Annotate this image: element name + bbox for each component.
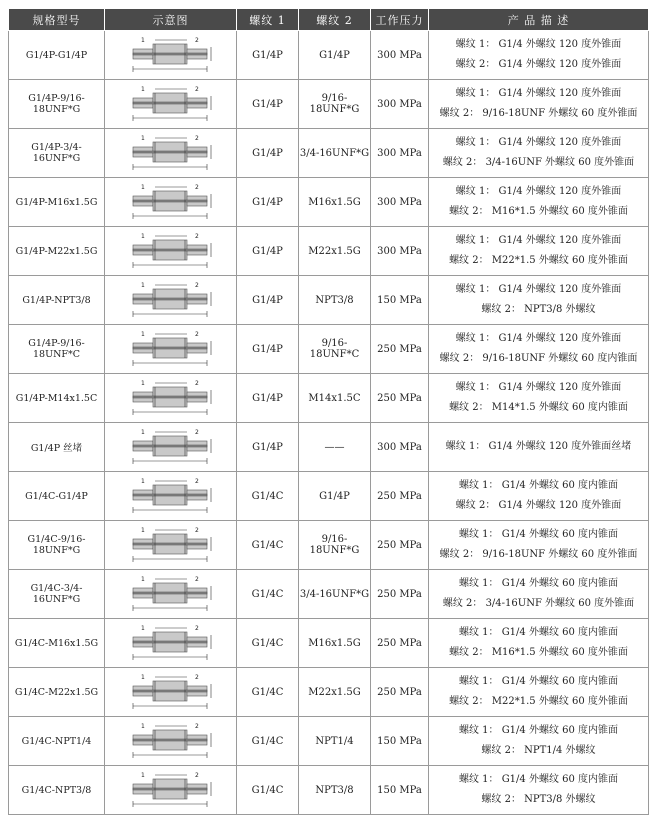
svg-text:1: 1 [140, 233, 145, 240]
description-line-2: 螺纹 2： 3/4-16UNF 外螺纹 60 度外锥面 [442, 598, 635, 609]
description-line-1: 螺纹 1： G1/4 外螺纹 60 度内锥面 [458, 725, 619, 736]
svg-text:1: 1 [140, 625, 145, 632]
svg-text:2: 2 [194, 184, 199, 191]
description-cell [429, 570, 649, 619]
table-row [9, 31, 649, 80]
svg-text:1: 1 [140, 135, 145, 142]
thread-1-cell: G1/4C [237, 668, 299, 717]
description-cell [429, 31, 649, 80]
model-cell: G1/4P-G1/4P [9, 31, 105, 80]
description-cell [429, 227, 649, 276]
description-cell [429, 668, 649, 717]
model-cell: G1/4C-G1/4P [9, 472, 105, 521]
svg-text:1: 1 [140, 723, 145, 730]
thread-2-cell: NPT1/4 [299, 717, 371, 766]
description-line-1: 螺纹 1： G1/4 外螺纹 120 度外锥面 [455, 382, 622, 393]
fitting-diagram-icon [125, 182, 217, 222]
model-cell: G1/4P 丝堵 [9, 423, 105, 472]
diagram-cell [105, 227, 237, 276]
thread-1-cell: G1/4C [237, 619, 299, 668]
description-line-2: 螺纹 2： M22*1.5 外螺纹 60 度外锥面 [449, 255, 628, 266]
description-line-1: 螺纹 1： G1/4 外螺纹 120 度外锥面 [455, 186, 622, 197]
fitting-diagram-icon [125, 476, 217, 516]
pressure-cell: 250 MPa [371, 619, 429, 668]
description-line-1: 螺纹 1： G1/4 外螺纹 60 度内锥面 [458, 578, 619, 589]
table-row [9, 570, 649, 619]
pressure-cell: 300 MPa [371, 178, 429, 227]
svg-text:1: 1 [140, 184, 145, 191]
description-line-2: 螺纹 2： 3/4-16UNF 外螺纹 60 度外锥面 [442, 157, 635, 168]
description-line-1: 螺纹 1： G1/4 外螺纹 120 度外锥面 [455, 235, 622, 246]
table-row [9, 717, 649, 766]
svg-text:1: 1 [140, 380, 145, 387]
pressure-cell: 150 MPa [371, 276, 429, 325]
diagram-cell [105, 717, 237, 766]
pressure-cell: 250 MPa [371, 374, 429, 423]
fitting-diagram-icon [125, 672, 217, 712]
description-line-1: 螺纹 1： G1/4 外螺纹 60 度内锥面 [458, 529, 619, 540]
table-row [9, 521, 649, 570]
pressure-cell: 150 MPa [371, 766, 429, 815]
description-line-1: 螺纹 1： G1/4 外螺纹 120 度外锥面 [455, 137, 622, 148]
svg-text:1: 1 [140, 86, 145, 93]
diagram-cell [105, 178, 237, 227]
fitting-diagram-icon [125, 231, 217, 271]
thread-1-cell: G1/4P [237, 374, 299, 423]
description-line-2: 螺纹 2： G1/4 外螺纹 120 度外锥面 [455, 500, 622, 511]
header-diagram: 示意图 [105, 9, 237, 31]
diagram-cell [105, 423, 237, 472]
description-cell [429, 80, 649, 129]
thread-1-cell: G1/4P [237, 80, 299, 129]
description-line-1: 螺纹 1： G1/4 外螺纹 120 度外锥面 [455, 284, 622, 295]
pressure-cell: 300 MPa [371, 31, 429, 80]
model-cell: G1/4C-NPT3/8 [9, 766, 105, 815]
svg-text:2: 2 [194, 625, 199, 632]
description-line-2: 螺纹 2： NPT1/4 外螺纹 [481, 745, 596, 756]
diagram-cell [105, 374, 237, 423]
fitting-diagram-icon [125, 623, 217, 663]
table-row [9, 619, 649, 668]
model-cell: G1/4P-9/16-18UNF*G [9, 80, 105, 129]
description-line-2: 螺纹 2： 9/16-18UNF 外螺纹 60 度外锥面 [439, 549, 638, 560]
description-cell [429, 129, 649, 178]
pressure-cell: 250 MPa [371, 570, 429, 619]
thread-1-cell: G1/4C [237, 766, 299, 815]
pressure-cell: 250 MPa [371, 472, 429, 521]
thread-2-cell: 9/16-18UNF*G [299, 521, 371, 570]
table-row [9, 129, 649, 178]
model-cell: G1/4P-M14x1.5C [9, 374, 105, 423]
thread-1-cell: G1/4C [237, 521, 299, 570]
svg-text:2: 2 [194, 527, 199, 534]
diagram-cell [105, 129, 237, 178]
header-description: 产 品 描 述 [429, 9, 649, 31]
diagram-cell [105, 668, 237, 717]
description-line-1: 螺纹 1： G1/4 外螺纹 60 度内锥面 [458, 480, 619, 491]
svg-text:2: 2 [194, 429, 199, 436]
description-cell [429, 619, 649, 668]
svg-text:2: 2 [194, 233, 199, 240]
svg-text:2: 2 [194, 772, 199, 779]
table-row [9, 178, 649, 227]
spec-table [8, 8, 649, 815]
table-row [9, 325, 649, 374]
thread-1-cell: G1/4C [237, 717, 299, 766]
thread-1-cell: G1/4P [237, 31, 299, 80]
description-line-1: 螺纹 1： G1/4 外螺纹 60 度内锥面 [458, 676, 619, 687]
svg-text:2: 2 [194, 86, 199, 93]
thread-2-cell: 9/16-18UNF*G [299, 80, 371, 129]
svg-text:1: 1 [140, 37, 145, 44]
description-line-1: 螺纹 1： G1/4 外螺纹 120 度外锥面 [455, 333, 622, 344]
thread-2-cell: M22x1.5G [299, 227, 371, 276]
thread-2-cell: 3/4-16UNF*G [299, 129, 371, 178]
table-row [9, 423, 649, 472]
thread-1-cell: G1/4P [237, 423, 299, 472]
description-line-1: 螺纹 1： G1/4 外螺纹 120 度外锥面 [455, 88, 622, 99]
pressure-cell: 300 MPa [371, 80, 429, 129]
svg-text:1: 1 [140, 331, 145, 338]
table-row [9, 276, 649, 325]
header-thread-2: 螺纹 2 [299, 9, 371, 31]
description-cell [429, 423, 649, 472]
fitting-diagram-icon [125, 427, 217, 467]
description-line-1: 螺纹 1： G1/4 外螺纹 120 度外锥面 [455, 39, 622, 50]
model-cell: G1/4C-9/16-18UNF*G [9, 521, 105, 570]
fitting-diagram-icon [125, 378, 217, 418]
thread-2-cell: NPT3/8 [299, 276, 371, 325]
model-cell: G1/4C-3/4-16UNF*G [9, 570, 105, 619]
fitting-diagram-icon [125, 770, 217, 810]
table-row [9, 374, 649, 423]
model-cell: G1/4P-9/16-18UNF*C [9, 325, 105, 374]
thread-2-cell: 9/16-18UNF*C [299, 325, 371, 374]
pressure-cell: 150 MPa [371, 717, 429, 766]
diagram-cell [105, 472, 237, 521]
description-line-1: 螺纹 1： G1/4 外螺纹 60 度内锥面 [458, 774, 619, 785]
thread-1-cell: G1/4P [237, 227, 299, 276]
svg-text:1: 1 [140, 527, 145, 534]
description-cell [429, 521, 649, 570]
diagram-cell [105, 570, 237, 619]
header-pressure: 工作压力 [371, 9, 429, 31]
svg-text:1: 1 [140, 429, 145, 436]
fitting-diagram-icon [125, 721, 217, 761]
table-row [9, 668, 649, 717]
model-cell: G1/4P-3/4-16UNF*G [9, 129, 105, 178]
header-thread-1: 螺纹 1 [237, 9, 299, 31]
model-cell: G1/4C-M22x1.5G [9, 668, 105, 717]
description-cell [429, 374, 649, 423]
description-line-2: 螺纹 2： NPT3/8 外螺纹 [481, 794, 596, 805]
fitting-diagram-icon [125, 329, 217, 369]
svg-text:2: 2 [194, 576, 199, 583]
description-line-2: 螺纹 2： 9/16-18UNF 外螺纹 60 度外锥面 [439, 108, 638, 119]
model-cell: G1/4C-NPT1/4 [9, 717, 105, 766]
fitting-diagram-icon [125, 574, 217, 614]
svg-text:2: 2 [194, 135, 199, 142]
thread-2-cell: M14x1.5C [299, 374, 371, 423]
description-line-2: 螺纹 2： M16*1.5 外螺纹 60 度外锥面 [449, 206, 628, 217]
pressure-cell: 300 MPa [371, 227, 429, 276]
pressure-cell: 250 MPa [371, 668, 429, 717]
description-cell [429, 472, 649, 521]
svg-text:2: 2 [194, 723, 199, 730]
description-line-2: 螺纹 2： 9/16-18UNF 外螺纹 60 度内锥面 [439, 353, 638, 364]
thread-2-cell: NPT3/8 [299, 766, 371, 815]
svg-text:1: 1 [140, 576, 145, 583]
fitting-diagram-icon [125, 133, 217, 173]
diagram-cell [105, 325, 237, 374]
svg-text:1: 1 [140, 478, 145, 485]
table-row [9, 472, 649, 521]
description-line-1: 螺纹 1： G1/4 外螺纹 120 度外锥面丝堵 [445, 441, 632, 452]
svg-text:1: 1 [140, 674, 145, 681]
description-line-2: 螺纹 2： M16*1.5 外螺纹 60 度外锥面 [449, 647, 628, 658]
model-cell: G1/4P-M16x1.5G [9, 178, 105, 227]
fitting-diagram-icon [125, 280, 217, 320]
header-row [9, 9, 649, 31]
description-line-2: 螺纹 2： G1/4 外螺纹 120 度外锥面 [455, 59, 622, 70]
thread-2-cell: G1/4P [299, 31, 371, 80]
thread-1-cell: G1/4P [237, 178, 299, 227]
fitting-diagram-icon [125, 84, 217, 124]
model-cell: G1/4P-M22x1.5G [9, 227, 105, 276]
thread-1-cell: G1/4P [237, 129, 299, 178]
description-cell [429, 178, 649, 227]
svg-text:2: 2 [194, 674, 199, 681]
table-row [9, 227, 649, 276]
fitting-diagram-icon [125, 525, 217, 565]
description-line-2: 螺纹 2： M22*1.5 外螺纹 60 度外锥面 [449, 696, 628, 707]
diagram-cell [105, 31, 237, 80]
pressure-cell: 300 MPa [371, 129, 429, 178]
pressure-cell: 250 MPa [371, 325, 429, 374]
description-cell [429, 717, 649, 766]
description-line-1: 螺纹 1： G1/4 外螺纹 60 度内锥面 [458, 627, 619, 638]
thread-2-cell: M16x1.5G [299, 619, 371, 668]
thread-2-cell: 3/4-16UNF*G [299, 570, 371, 619]
table-row [9, 766, 649, 815]
description-line-2: 螺纹 2： NPT3/8 外螺纹 [481, 304, 596, 315]
model-cell: G1/4P-NPT3/8 [9, 276, 105, 325]
svg-text:1: 1 [140, 772, 145, 779]
svg-text:2: 2 [194, 478, 199, 485]
svg-text:1: 1 [140, 282, 145, 289]
svg-text:2: 2 [194, 282, 199, 289]
svg-text:2: 2 [194, 380, 199, 387]
diagram-cell [105, 80, 237, 129]
thread-1-cell: G1/4P [237, 325, 299, 374]
thread-2-cell: M22x1.5G [299, 668, 371, 717]
pressure-cell: 250 MPa [371, 521, 429, 570]
description-cell [429, 276, 649, 325]
description-line-2: 螺纹 2： M14*1.5 外螺纹 60 度内锥面 [449, 402, 628, 413]
description-cell [429, 325, 649, 374]
svg-text:2: 2 [194, 331, 199, 338]
thread-1-cell: G1/4P [237, 276, 299, 325]
diagram-cell [105, 521, 237, 570]
diagram-cell [105, 766, 237, 815]
diagram-cell [105, 276, 237, 325]
header-model: 规格型号 [9, 9, 105, 31]
thread-1-cell: G1/4C [237, 570, 299, 619]
model-cell: G1/4C-M16x1.5G [9, 619, 105, 668]
diagram-cell [105, 619, 237, 668]
description-cell [429, 766, 649, 815]
thread-2-cell: —— [299, 423, 371, 472]
thread-1-cell: G1/4C [237, 472, 299, 521]
thread-2-cell: G1/4P [299, 472, 371, 521]
pressure-cell: 300 MPa [371, 423, 429, 472]
table-row [9, 80, 649, 129]
fitting-diagram-icon [125, 35, 217, 75]
thread-2-cell: M16x1.5G [299, 178, 371, 227]
svg-text:2: 2 [194, 37, 199, 44]
